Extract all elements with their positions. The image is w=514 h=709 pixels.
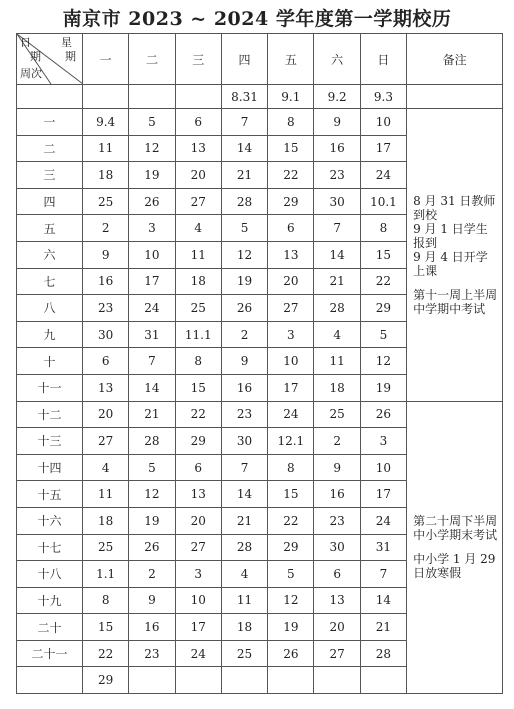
date-cell: 26 bbox=[221, 295, 267, 322]
date-cell: 30 bbox=[314, 534, 360, 561]
week-label: 十八 bbox=[17, 561, 83, 588]
date-cell: 13 bbox=[175, 135, 221, 162]
date-cell: 11 bbox=[83, 481, 129, 508]
date-cell: 4 bbox=[314, 321, 360, 348]
date-cell: 2 bbox=[314, 428, 360, 455]
corner-label-day: 日 bbox=[20, 36, 31, 49]
corner-label-star: 星 bbox=[61, 36, 72, 49]
date-cell: 15 bbox=[83, 614, 129, 641]
date-cell: 15 bbox=[360, 241, 406, 268]
week-label: 十三 bbox=[17, 428, 83, 455]
date-cell: 13 bbox=[268, 241, 314, 268]
note-line: 中小学 1 月 29 日放寒假 bbox=[413, 552, 496, 581]
date-cell: 21 bbox=[360, 614, 406, 641]
date-cell: 22 bbox=[175, 401, 221, 428]
date-cell: 25 bbox=[314, 401, 360, 428]
date-cell: 24 bbox=[175, 640, 221, 667]
date-cell: 19 bbox=[129, 162, 175, 189]
date-cell: 19 bbox=[129, 507, 175, 534]
date-cell: 28 bbox=[221, 188, 267, 215]
date-cell: 16 bbox=[221, 374, 267, 401]
date-cell: 26 bbox=[360, 401, 406, 428]
week-label: 七 bbox=[17, 268, 83, 295]
week-label: 五 bbox=[17, 215, 83, 242]
date-cell: 8 bbox=[268, 454, 314, 481]
date-cell: 31 bbox=[129, 321, 175, 348]
date-cell: 6 bbox=[314, 561, 360, 588]
day-header-wed: 三 bbox=[175, 34, 221, 85]
date-cell: 16 bbox=[83, 268, 129, 295]
date-cell: 9.1 bbox=[268, 85, 314, 109]
date-cell: 20 bbox=[314, 614, 360, 641]
page-title: 南京市 2023 ~ 2024 学年度第一学期校历 bbox=[62, 8, 452, 30]
date-cell: 14 bbox=[221, 135, 267, 162]
date-cell: 4 bbox=[175, 215, 221, 242]
week-label: 十四 bbox=[17, 454, 83, 481]
week-label bbox=[17, 85, 83, 109]
date-cell: 28 bbox=[129, 428, 175, 455]
day-header-sat: 六 bbox=[314, 34, 360, 85]
week-label: 六 bbox=[17, 241, 83, 268]
date-cell: 6 bbox=[268, 215, 314, 242]
date-cell: 27 bbox=[314, 640, 360, 667]
date-cell: 19 bbox=[268, 614, 314, 641]
date-cell: 5 bbox=[129, 454, 175, 481]
week-label: 十五 bbox=[17, 481, 83, 508]
date-cell: 3 bbox=[360, 428, 406, 455]
notes-header: 备注 bbox=[407, 34, 503, 85]
date-cell: 23 bbox=[314, 162, 360, 189]
date-cell: 8.31 bbox=[221, 85, 267, 109]
date-cell: 7 bbox=[314, 215, 360, 242]
date-cell bbox=[221, 667, 267, 694]
date-cell: 10 bbox=[360, 454, 406, 481]
date-cell bbox=[360, 667, 406, 694]
date-cell: 31 bbox=[360, 534, 406, 561]
date-cell: 8 bbox=[268, 109, 314, 136]
date-cell: 4 bbox=[221, 561, 267, 588]
corner-label-week-no: 周次 bbox=[20, 67, 42, 80]
notes-second-half bbox=[407, 401, 503, 694]
date-cell: 16 bbox=[129, 614, 175, 641]
week-label: 十七 bbox=[17, 534, 83, 561]
date-cell: 29 bbox=[360, 295, 406, 322]
date-cell: 13 bbox=[314, 587, 360, 614]
date-cell: 3 bbox=[129, 215, 175, 242]
date-cell: 24 bbox=[360, 162, 406, 189]
date-cell: 14 bbox=[314, 241, 360, 268]
day-header-thu: 四 bbox=[221, 34, 267, 85]
date-cell: 5 bbox=[360, 321, 406, 348]
date-cell: 22 bbox=[268, 507, 314, 534]
date-cell: 15 bbox=[268, 481, 314, 508]
notes-first-half bbox=[407, 109, 503, 402]
date-cell: 26 bbox=[129, 534, 175, 561]
date-cell: 23 bbox=[314, 507, 360, 534]
date-cell: 24 bbox=[268, 401, 314, 428]
date-cell: 17 bbox=[360, 135, 406, 162]
week-label: 八 bbox=[17, 295, 83, 322]
week-label bbox=[17, 667, 83, 694]
date-cell: 6 bbox=[175, 454, 221, 481]
date-cell: 9 bbox=[314, 454, 360, 481]
corner-label-qi2: 期 bbox=[65, 50, 76, 63]
date-cell: 14 bbox=[360, 587, 406, 614]
week-row bbox=[17, 109, 503, 136]
date-cell: 21 bbox=[221, 162, 267, 189]
date-cell: 28 bbox=[360, 640, 406, 667]
date-cell: 12 bbox=[360, 348, 406, 375]
date-cell: 21 bbox=[221, 507, 267, 534]
day-header-fri: 五 bbox=[268, 34, 314, 85]
date-cell: 12 bbox=[129, 481, 175, 508]
day-header-tue: 二 bbox=[129, 34, 175, 85]
week-label: 一 bbox=[17, 109, 83, 136]
week-label: 十六 bbox=[17, 507, 83, 534]
week-row bbox=[17, 401, 503, 428]
date-cell: 29 bbox=[83, 667, 129, 694]
corner-header-cell bbox=[17, 34, 83, 85]
date-cell: 30 bbox=[314, 188, 360, 215]
day-header-mon: 一 bbox=[83, 34, 129, 85]
date-cell bbox=[175, 85, 221, 109]
date-cell: 25 bbox=[175, 295, 221, 322]
date-cell: 7 bbox=[129, 348, 175, 375]
week-label: 二 bbox=[17, 135, 83, 162]
date-cell: 14 bbox=[129, 374, 175, 401]
date-cell: 3 bbox=[268, 321, 314, 348]
date-cell: 8 bbox=[175, 348, 221, 375]
date-cell: 17 bbox=[268, 374, 314, 401]
date-cell: 9 bbox=[314, 109, 360, 136]
date-cell: 18 bbox=[175, 268, 221, 295]
week-label: 十二 bbox=[17, 401, 83, 428]
date-cell: 22 bbox=[360, 268, 406, 295]
week-label: 十 bbox=[17, 348, 83, 375]
note-line: 8 月 31 日教师到校 bbox=[413, 193, 496, 222]
date-cell: 25 bbox=[221, 640, 267, 667]
date-cell: 7 bbox=[221, 109, 267, 136]
date-cell: 22 bbox=[83, 640, 129, 667]
date-cell: 29 bbox=[175, 428, 221, 455]
week-label: 十一 bbox=[17, 374, 83, 401]
date-cell: 12 bbox=[129, 135, 175, 162]
date-cell: 18 bbox=[83, 162, 129, 189]
date-cell: 23 bbox=[83, 295, 129, 322]
date-cell: 26 bbox=[129, 188, 175, 215]
week-label: 三 bbox=[17, 162, 83, 189]
date-cell: 20 bbox=[268, 268, 314, 295]
date-cell: 25 bbox=[83, 534, 129, 561]
date-cell: 10 bbox=[268, 348, 314, 375]
date-cell: 15 bbox=[268, 135, 314, 162]
date-cell: 11.1 bbox=[175, 321, 221, 348]
date-cell: 5 bbox=[221, 215, 267, 242]
week-label: 二十一 bbox=[17, 640, 83, 667]
date-cell: 20 bbox=[175, 507, 221, 534]
date-cell: 7 bbox=[360, 561, 406, 588]
date-cell: 11 bbox=[221, 587, 267, 614]
date-cell bbox=[129, 667, 175, 694]
corner-label-qi1: 期 bbox=[30, 50, 41, 63]
date-cell: 10 bbox=[360, 109, 406, 136]
date-cell: 8 bbox=[83, 587, 129, 614]
date-cell: 4 bbox=[83, 454, 129, 481]
date-cell: 2 bbox=[83, 215, 129, 242]
date-cell: 12 bbox=[268, 587, 314, 614]
date-cell: 21 bbox=[314, 268, 360, 295]
date-cell: 20 bbox=[175, 162, 221, 189]
date-cell: 29 bbox=[268, 534, 314, 561]
date-cell: 1.1 bbox=[83, 561, 129, 588]
date-cell: 29 bbox=[268, 188, 314, 215]
date-cell: 14 bbox=[221, 481, 267, 508]
date-cell: 27 bbox=[175, 534, 221, 561]
date-cell: 9.2 bbox=[314, 85, 360, 109]
date-cell: 30 bbox=[83, 321, 129, 348]
week-label: 九 bbox=[17, 321, 83, 348]
date-cell: 6 bbox=[175, 109, 221, 136]
date-cell: 2 bbox=[129, 561, 175, 588]
date-cell: 5 bbox=[268, 561, 314, 588]
date-cell: 28 bbox=[314, 295, 360, 322]
day-header-sun: 日 bbox=[360, 34, 406, 85]
date-cell: 26 bbox=[268, 640, 314, 667]
note-line: 9 月 1 日学生报到 bbox=[413, 221, 488, 250]
date-cell: 9.4 bbox=[83, 109, 129, 136]
date-cell: 3 bbox=[175, 561, 221, 588]
date-cell: 10.1 bbox=[360, 188, 406, 215]
date-cell bbox=[129, 85, 175, 109]
date-cell: 24 bbox=[360, 507, 406, 534]
date-cell: 10 bbox=[175, 587, 221, 614]
date-cell: 20 bbox=[83, 401, 129, 428]
date-cell: 8 bbox=[360, 215, 406, 242]
date-cell: 22 bbox=[268, 162, 314, 189]
date-cell: 16 bbox=[314, 135, 360, 162]
week-label: 十九 bbox=[17, 587, 83, 614]
date-cell: 21 bbox=[129, 401, 175, 428]
date-cell: 7 bbox=[221, 454, 267, 481]
note-line: 第十一周上半周中学期中考试 bbox=[413, 287, 498, 316]
school-calendar-table bbox=[16, 33, 503, 694]
date-cell: 9 bbox=[221, 348, 267, 375]
date-cell: 27 bbox=[83, 428, 129, 455]
date-cell: 27 bbox=[175, 188, 221, 215]
date-cell: 23 bbox=[221, 401, 267, 428]
date-cell bbox=[175, 667, 221, 694]
notes-empty-cell bbox=[407, 85, 503, 109]
date-cell: 12.1 bbox=[268, 428, 314, 455]
date-cell: 2 bbox=[221, 321, 267, 348]
note-line: 9 月 4 日开学上课 bbox=[413, 249, 488, 278]
date-cell: 9.3 bbox=[360, 85, 406, 109]
date-cell: 6 bbox=[83, 348, 129, 375]
date-cell: 11 bbox=[314, 348, 360, 375]
date-cell: 10 bbox=[129, 241, 175, 268]
date-cell bbox=[83, 85, 129, 109]
date-cell: 9 bbox=[83, 241, 129, 268]
date-cell: 15 bbox=[175, 374, 221, 401]
date-cell: 18 bbox=[314, 374, 360, 401]
note-line: 第二十周下半周中小学期末考试 bbox=[413, 514, 498, 543]
date-cell: 17 bbox=[175, 614, 221, 641]
date-cell: 13 bbox=[175, 481, 221, 508]
week-label: 二十 bbox=[17, 614, 83, 641]
date-cell: 18 bbox=[83, 507, 129, 534]
date-cell: 9 bbox=[129, 587, 175, 614]
date-cell: 17 bbox=[129, 268, 175, 295]
date-cell: 23 bbox=[129, 640, 175, 667]
date-cell bbox=[268, 667, 314, 694]
date-cell: 27 bbox=[268, 295, 314, 322]
date-cell: 5 bbox=[129, 109, 175, 136]
date-cell: 28 bbox=[221, 534, 267, 561]
date-cell: 18 bbox=[221, 614, 267, 641]
date-cell: 12 bbox=[221, 241, 267, 268]
date-cell: 25 bbox=[83, 188, 129, 215]
date-cell: 19 bbox=[360, 374, 406, 401]
date-cell bbox=[314, 667, 360, 694]
date-cell: 24 bbox=[129, 295, 175, 322]
date-cell: 11 bbox=[175, 241, 221, 268]
date-cell: 16 bbox=[314, 481, 360, 508]
date-cell: 19 bbox=[221, 268, 267, 295]
date-cell: 13 bbox=[83, 374, 129, 401]
pre-week-row bbox=[17, 85, 503, 109]
header-row bbox=[17, 34, 503, 85]
week-label: 四 bbox=[17, 188, 83, 215]
date-cell: 30 bbox=[221, 428, 267, 455]
date-cell: 17 bbox=[360, 481, 406, 508]
date-cell: 11 bbox=[83, 135, 129, 162]
